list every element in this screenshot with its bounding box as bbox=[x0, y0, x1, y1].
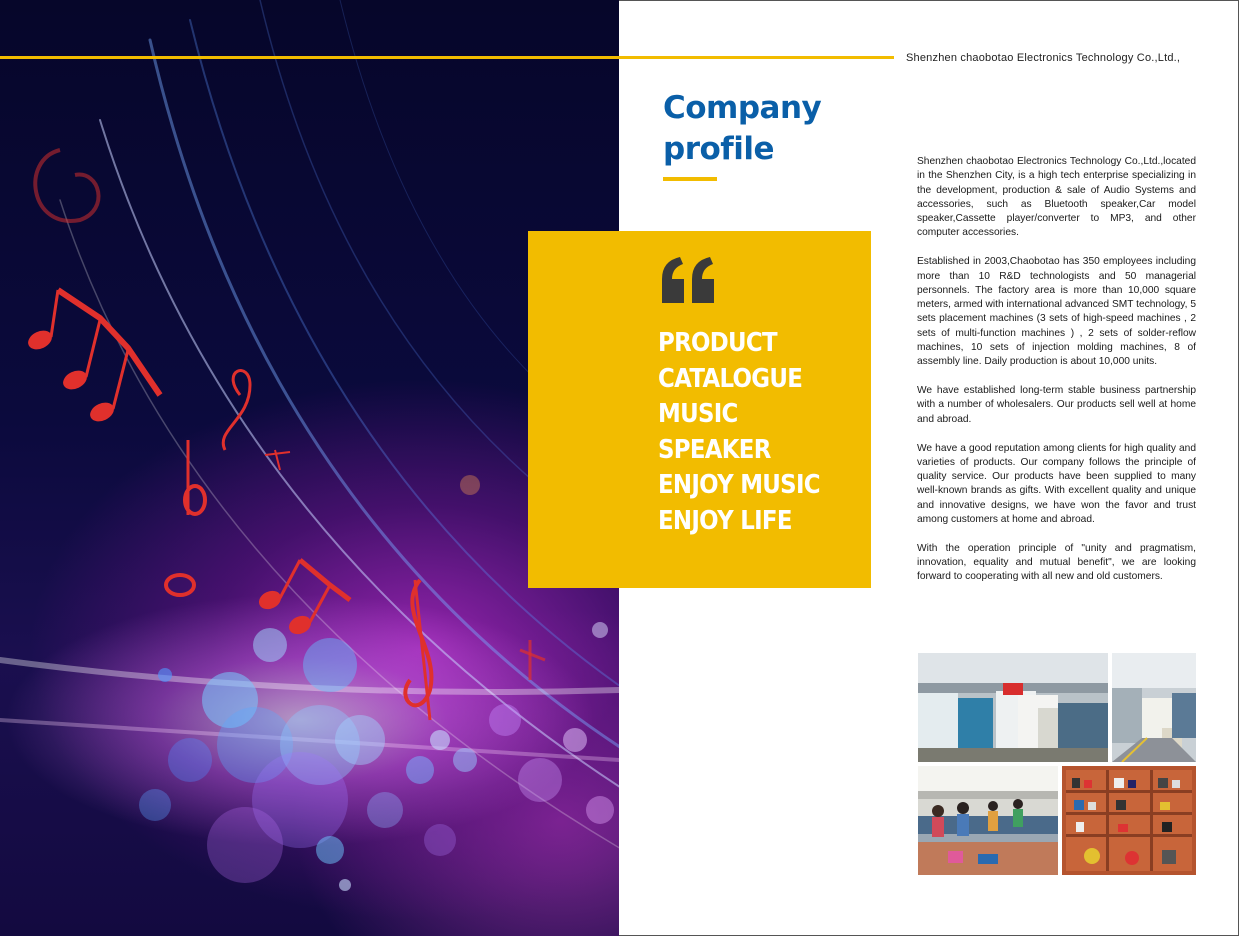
header-company-name: Shenzhen chaobotao Electronics Technology Co.,Ltd., bbox=[906, 52, 1181, 64]
factory-photo-grid bbox=[918, 653, 1196, 875]
slogan-item: ENJOY LIFE bbox=[658, 505, 792, 536]
quote-icon bbox=[660, 255, 720, 305]
paragraph-partnership: We have established long-term stable business partnership with a number of wholesalers. Our products sell well at home and abroad. bbox=[917, 385, 1196, 425]
slogan-list bbox=[658, 326, 842, 539]
assembly-line-photo bbox=[918, 766, 1058, 875]
smt-line-photo bbox=[1112, 653, 1196, 762]
showroom-photo bbox=[1062, 766, 1196, 875]
slogan-item: ENJOY MUSIC bbox=[658, 470, 820, 500]
slogan-item: CATALOGUE bbox=[658, 363, 803, 394]
slogan-item: PRODUCT bbox=[658, 328, 777, 358]
injection-molding-photo bbox=[918, 653, 1108, 762]
top-yellow-rule bbox=[0, 56, 894, 59]
title-line-2: profile bbox=[663, 131, 775, 167]
paragraph-reputation: We have a good reputation among clients for high quality and varieties of products. Our company follows the principle of quality service. Our products have been supplied to many well-known brands as gifts. With excellent quality and unique and innovative designs, we have won the favor and trust among customers at home and abroad. bbox=[917, 442, 1196, 526]
page-title bbox=[663, 88, 821, 170]
paragraph-history: Established in 2003,Chaobotao has 350 employees including more than 10 R&D technologists and 50 managerial personnels. The factory area is more than 10,000 square meters, armed with international advanced SMT technology, 5 sets placement machines (3 sets of high-speed machines , 2 sets of multi-function machines ) , 2 sets of solder-reflow machines, 10 sets of injection molding machines, 8 of assembly line. Daily production is about 10,000 units. bbox=[917, 256, 1196, 368]
music-notes-illustration bbox=[0, 0, 619, 936]
slogan-item: MUSIC bbox=[658, 399, 738, 429]
title-line-1: Company bbox=[663, 90, 822, 126]
paragraph-intro: Shenzhen chaobotao Electronics Technology Co.,Ltd.,located in the Shenzhen City, is a high tech enterprise specializing in the development, production & sale of Audio Systems and accessories, such as Bluetooth speaker,Car model speaker,Cassette player/converter to MP3, and other computer accessories. bbox=[917, 156, 1196, 239]
music-background-image bbox=[0, 0, 619, 936]
company-description bbox=[917, 155, 1196, 599]
slogan-item: SPEAKER bbox=[658, 434, 771, 465]
paragraph-principle: With the operation principle of "unity and pragmatism, innovation, equality and mutual benefit", we are looking forward to cooperating with all new and old customers. bbox=[917, 542, 1196, 583]
title-underline bbox=[663, 177, 717, 181]
